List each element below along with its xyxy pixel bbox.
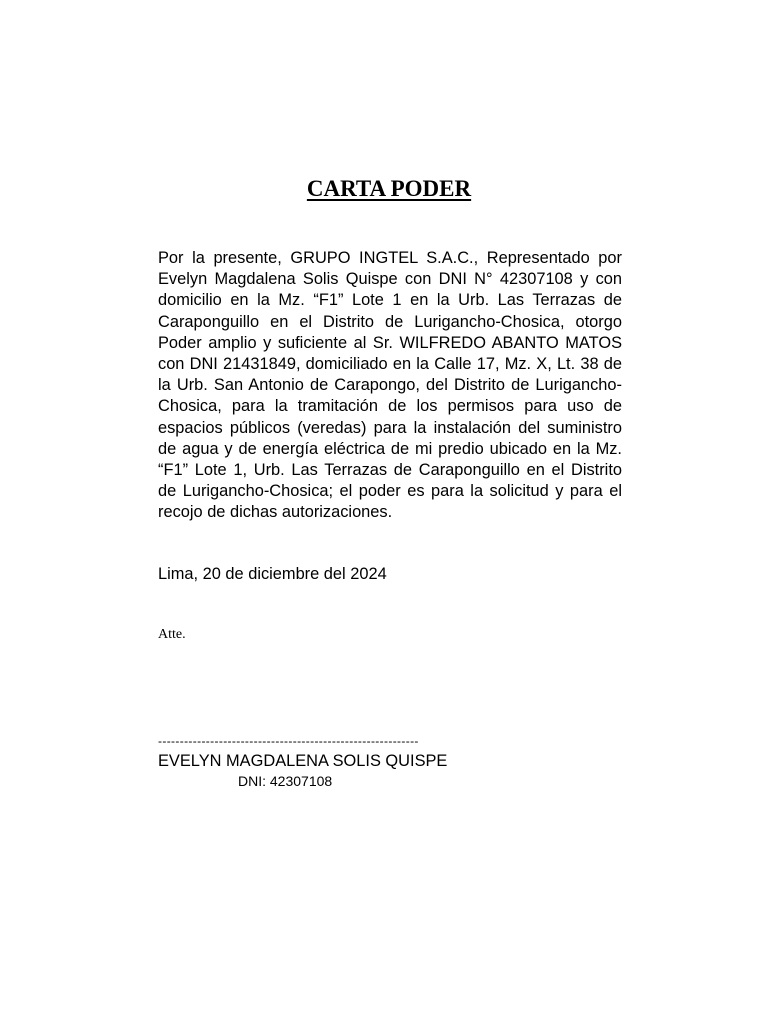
signatory-name: EVELYN MAGDALENA SOLIS QUISPE	[158, 752, 448, 770]
closing-text: Atte.	[158, 627, 186, 642]
document-title: CARTA PODER	[306, 176, 472, 201]
document-body: Por la presente, GRUPO INGTEL S.A.C., Representado por Evelyn Magdalena Solis Quispe con DNI N° 42307108 y con domicilio en la Mz. “F1” Lote 1 en la Urb. Las Terrazas de Caraponguillo en el Distrito de Lurigancho-Chosica, otorgo Poder amplio y suficiente al Sr. WILFREDO ABANTO MATOS con DNI 21431849, domiciliado en la Calle 17, Mz. X, Lt. 38 de la Urb. San Antonio de Carapongo, del Distrito de Lurigancho-Chosica, para la tramitación de los permisos para uso de espacios públicos (veredas) para la instalación del suministro de agua y de energía eléctrica de mi predio ubicado en la Mz. “F1” Lote 1, Urb. Las Terrazas de Caraponguillo en el Distrito de Lurigancho-Chosica; el poder es para la solicitud y para el recojo de dichas autorizaciones.	[158, 249, 622, 522]
signatory-dni: DNI: 42307108	[238, 773, 333, 789]
document-date: Lima, 20 de diciembre del 2024	[158, 565, 387, 583]
signature-line: ------------------------------------------------------------	[158, 734, 419, 748]
